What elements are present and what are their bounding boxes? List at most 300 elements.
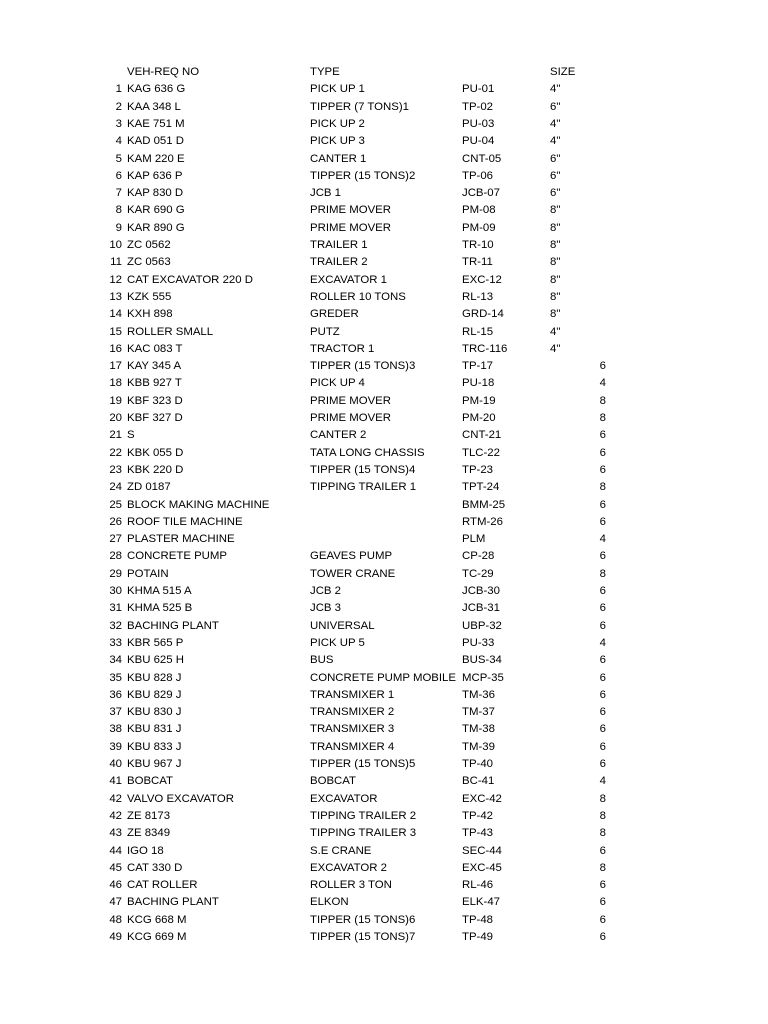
row-number: 4 (115, 135, 122, 148)
size-number: 6 (599, 585, 606, 597)
row-number: 23 (109, 463, 122, 476)
table-row (0, 375, 768, 392)
veh-req-no: KCG 668 M (127, 913, 187, 926)
table-row (0, 237, 768, 254)
size-value: 8" (550, 204, 561, 217)
table-row (0, 133, 768, 150)
vehicle-code: PU-18 (462, 377, 495, 390)
table-row (0, 185, 768, 202)
table-row (0, 497, 768, 514)
vehicle-type: PRIME MOVER (310, 412, 392, 424)
vehicle-code: PM-20 (462, 412, 496, 424)
row-number: 7 (115, 187, 122, 200)
vehicle-type: TOWER CRANE (310, 567, 396, 580)
vehicle-code: RL-13 (462, 290, 494, 303)
size-value: 6" (550, 100, 561, 113)
row-number: 5 (115, 152, 122, 165)
size-number: 8 (599, 827, 606, 840)
veh-req-no: KAP 830 D (127, 187, 184, 200)
veh-req-no: KBB 927 T (127, 377, 182, 390)
row-number: 11 (110, 256, 122, 269)
veh-req-no: IGO 18 (127, 844, 164, 857)
row-number: 41 (109, 775, 122, 788)
vehicle-type: BOBCAT (310, 775, 356, 788)
table-row (0, 306, 768, 323)
veh-req-no: KBU 831 J (127, 723, 182, 736)
table-row (0, 583, 768, 600)
table-row (0, 687, 768, 704)
vehicle-code: TP-49 (462, 931, 494, 943)
vehicle-type: PRIME MOVER (310, 394, 392, 407)
table-row (0, 514, 768, 531)
vehicle-type: TRANSMIXER 3 (310, 723, 395, 736)
veh-req-no: POTAIN (127, 567, 169, 580)
row-number: 12 (109, 273, 122, 286)
vehicle-code: JCB-30 (462, 585, 500, 597)
row-number: 16 (109, 342, 122, 355)
vehicle-code: UBP-32 (462, 619, 502, 632)
row-number: 19 (109, 394, 122, 407)
vehicle-code: PM-08 (462, 204, 496, 217)
row-number: 44 (109, 844, 122, 857)
vehicle-type: TRANSMIXER 4 (310, 740, 395, 753)
table-row (0, 445, 768, 462)
table-row (0, 151, 768, 168)
veh-req-no: KBK 055 D (127, 446, 184, 459)
vehicle-code: RL-15 (462, 325, 494, 338)
vehicle-type: EXCAVATOR 1 (310, 273, 388, 286)
row-number: 47 (109, 896, 122, 909)
veh-req-no: BACHING PLANT (127, 896, 219, 909)
vehicle-type: PRIME MOVER (310, 204, 392, 217)
row-number: 46 (109, 879, 122, 892)
vehicle-type: PICK UP 1 (310, 83, 365, 96)
vehicle-code: BMM-25 (462, 498, 506, 511)
table-row (0, 548, 768, 565)
size-number: 8 (599, 567, 606, 580)
vehicle-code: JCB-31 (462, 602, 500, 615)
veh-req-no: KBK 220 D (127, 463, 184, 476)
row-number: 45 (109, 861, 122, 874)
veh-req-no: BLOCK MAKING MACHINE (127, 498, 270, 511)
veh-req-no: KAY 345 A (127, 360, 182, 373)
size-number: 6 (599, 723, 606, 736)
size-number: 6 (599, 896, 606, 909)
table-row (0, 410, 768, 427)
veh-req-no: KAE 751 M (127, 117, 185, 130)
header-type: TYPE (310, 66, 340, 78)
vehicle-type: TIPPING TRAILER 1 (310, 481, 417, 494)
vehicle-type: JCB 1 (310, 187, 342, 200)
row-number: 34 (109, 654, 122, 667)
vehicle-code: BUS-34 (462, 654, 502, 667)
vehicle-type: TIPPING TRAILER 3 (310, 827, 417, 840)
vehicle-type: TRACTOR 1 (310, 342, 375, 355)
vehicle-type: PICK UP 3 (310, 135, 365, 148)
table-row (0, 618, 768, 635)
vehicle-type: ELKON (310, 896, 349, 909)
veh-req-no: VALVO EXCAVATOR (127, 792, 234, 805)
table-row (0, 894, 768, 911)
table-row (0, 220, 768, 237)
table-row (0, 704, 768, 721)
row-number: 24 (109, 481, 122, 494)
vehicle-type: TIPPER (15 TONS)5 (310, 758, 416, 770)
row-number: 9 (115, 221, 122, 234)
size-number: 6 (599, 550, 606, 563)
size-number: 8 (599, 792, 606, 805)
vehicle-code: PM-19 (462, 394, 496, 407)
table-row (0, 427, 768, 444)
size-value: 8" (550, 221, 561, 234)
size-value: 6" (550, 169, 561, 182)
table-row (0, 825, 768, 842)
row-number: 43 (109, 827, 122, 840)
vehicle-code: PU-33 (462, 636, 495, 649)
table-row (0, 860, 768, 877)
size-number: 6 (599, 654, 606, 667)
size-number: 6 (599, 360, 606, 373)
row-number: 8 (115, 204, 122, 217)
veh-req-no: KAC 083 T (127, 342, 183, 355)
vehicle-type: EXCAVATOR (310, 792, 378, 805)
veh-req-no: KAG 636 G (127, 83, 186, 96)
vehicle-code: BC-41 (462, 775, 495, 788)
vehicle-type: JCB 3 (310, 602, 342, 615)
table-row (0, 99, 768, 116)
vehicle-code: PU-01 (462, 83, 495, 96)
size-number: 8 (599, 481, 606, 494)
row-number: 2 (115, 100, 122, 113)
header-row (0, 64, 768, 81)
size-number: 4 (599, 775, 606, 788)
vehicle-code: TM-36 (462, 688, 495, 701)
veh-req-no: KXH 898 (127, 308, 173, 321)
veh-req-no: KAM 220 E (127, 152, 185, 165)
row-number: 48 (109, 913, 122, 926)
size-number: 6 (599, 706, 606, 719)
table-row (0, 324, 768, 341)
veh-req-no: KBF 327 D (127, 412, 183, 424)
size-number: 6 (599, 463, 606, 476)
veh-req-no: CAT EXCAVATOR 220 D (127, 273, 253, 286)
table-row (0, 254, 768, 271)
size-number: 8 (599, 809, 606, 822)
row-number: 21 (109, 429, 122, 442)
veh-req-no: KBF 323 D (127, 394, 183, 407)
veh-req-no: KBU 830 J (127, 706, 182, 719)
size-number: 6 (599, 671, 606, 684)
vehicle-type: PICK UP 5 (310, 636, 365, 649)
veh-req-no: KBU 829 J (127, 688, 182, 701)
vehicle-code: GRD-14 (462, 308, 504, 321)
size-number: 6 (599, 758, 606, 770)
vehicle-code: CP-28 (462, 550, 495, 563)
table-row (0, 929, 768, 946)
table-row (0, 652, 768, 669)
vehicle-type: CANTER 2 (310, 429, 367, 442)
vehicle-type: PUTZ (310, 325, 340, 338)
row-number: 39 (109, 740, 122, 753)
size-number: 6 (599, 446, 606, 459)
row-number: 15 (109, 325, 122, 338)
table-row (0, 877, 768, 894)
size-number: 8 (599, 394, 606, 407)
veh-req-no: KZK 555 (127, 290, 172, 303)
vehicle-type: TIPPER (15 TONS)6 (310, 913, 416, 926)
row-number: 30 (109, 585, 122, 597)
row-number: 42 (109, 809, 122, 822)
veh-req-no: KHMA 515 A (127, 585, 192, 597)
vehicle-type: TIPPER (15 TONS)4 (310, 463, 416, 476)
vehicle-code: TM-37 (462, 706, 495, 719)
table-row (0, 272, 768, 289)
table-row (0, 791, 768, 808)
row-number: 29 (109, 567, 122, 580)
vehicle-type: TIPPER (15 TONS)2 (310, 169, 416, 182)
table-row (0, 721, 768, 738)
row-number: 32 (109, 619, 122, 632)
vehicle-type: CONCRETE PUMP MOBILE (310, 671, 456, 684)
size-number: 8 (599, 861, 606, 874)
veh-req-no: CAT ROLLER (127, 879, 198, 892)
vehicle-type: ROLLER 10 TONS (310, 290, 406, 303)
size-number: 4 (599, 636, 606, 649)
row-number: 3 (115, 117, 122, 130)
size-value: 4" (550, 342, 561, 355)
table-row (0, 168, 768, 185)
size-number: 6 (599, 913, 606, 926)
size-number: 6 (599, 515, 606, 528)
table-row (0, 635, 768, 652)
row-number: 27 (109, 533, 122, 546)
row-number: 49 (109, 931, 122, 943)
veh-req-no: KAR 690 G (127, 204, 185, 217)
size-value: 4" (550, 325, 561, 338)
size-number: 6 (599, 498, 606, 511)
table-row (0, 756, 768, 773)
row-number: 10 (109, 239, 122, 251)
vehicle-type: S.E CRANE (310, 844, 372, 857)
veh-req-no: KBU 828 J (127, 671, 182, 684)
row-number: 33 (109, 636, 122, 649)
size-value: 4" (550, 83, 561, 96)
row-number: 17 (109, 360, 122, 373)
veh-req-no: ZE 8173 (127, 809, 171, 822)
veh-req-no: KBR 565 P (127, 636, 184, 649)
header-veh-req-no: VEH-REQ NO (127, 66, 200, 78)
vehicle-type: UNIVERSAL (310, 619, 375, 632)
size-number: 6 (599, 619, 606, 632)
size-number: 6 (599, 429, 606, 442)
size-value: 4" (550, 135, 561, 148)
vehicle-code: TP-02 (462, 100, 494, 113)
vehicle-code: TP-43 (462, 827, 494, 840)
size-value: 6" (550, 152, 561, 165)
vehicle-code: PU-03 (462, 117, 495, 130)
size-value: 8" (550, 239, 561, 251)
row-number: 40 (109, 758, 122, 770)
vehicle-type: PICK UP 2 (310, 117, 365, 130)
veh-req-no: KBU 625 H (127, 654, 184, 667)
vehicle-code: TM-39 (462, 740, 495, 753)
table-row (0, 600, 768, 617)
vehicle-type: JCB 2 (310, 585, 342, 597)
row-number: 13 (109, 290, 122, 303)
table-row (0, 393, 768, 410)
vehicle-code: RTM-26 (462, 515, 503, 528)
veh-req-no: BACHING PLANT (127, 619, 219, 632)
vehicle-type: ROLLER 3 TON (310, 879, 392, 892)
row-number: 14 (109, 308, 122, 321)
vehicle-code: TR-10 (462, 239, 494, 251)
size-value: 4" (550, 117, 561, 130)
veh-req-no: CONCRETE PUMP (127, 550, 227, 563)
table-row (0, 739, 768, 756)
vehicle-type: BUS (310, 654, 334, 667)
row-number: 22 (109, 446, 122, 459)
vehicle-code: MCP-35 (462, 671, 504, 684)
vehicle-code: EXC-42 (462, 792, 502, 805)
vehicle-code: EXC-12 (462, 273, 502, 286)
size-value: 8" (550, 273, 561, 286)
veh-req-no: KCG 669 M (127, 931, 187, 943)
vehicle-type: TIPPER (15 TONS)3 (310, 360, 416, 373)
table-row (0, 808, 768, 825)
row-number: 35 (109, 671, 122, 684)
row-number: 20 (109, 412, 122, 424)
vehicle-code: TM-38 (462, 723, 495, 736)
row-number: 38 (109, 723, 122, 736)
vehicle-type: PRIME MOVER (310, 221, 392, 234)
vehicle-code: TC-29 (462, 567, 494, 580)
vehicle-code: TPT-24 (462, 481, 500, 494)
table-row (0, 912, 768, 929)
veh-req-no: KAP 636 P (127, 169, 183, 182)
veh-req-no: KBU 967 J (127, 758, 182, 770)
size-value: 8" (550, 256, 561, 269)
veh-req-no: ROLLER SMALL (127, 325, 214, 338)
vehicle-code: TRC-116 (462, 342, 508, 355)
vehicle-code: TP-40 (462, 758, 494, 770)
size-number: 6 (599, 879, 606, 892)
table-row (0, 358, 768, 375)
row-number: 26 (109, 515, 122, 528)
row-number: 31 (109, 602, 122, 615)
vehicle-type: EXCAVATOR 2 (310, 861, 388, 874)
size-number: 8 (599, 412, 606, 424)
vehicle-code: EXC-45 (462, 861, 502, 874)
row-number: 36 (109, 688, 122, 701)
size-number: 4 (599, 533, 606, 546)
veh-req-no: KAR 890 G (127, 221, 185, 234)
veh-req-no: KAA 348 L (127, 100, 181, 113)
row-number: 37 (109, 706, 122, 719)
table-row (0, 202, 768, 219)
veh-req-no: BOBCAT (127, 775, 173, 788)
table-row (0, 341, 768, 358)
size-number: 6 (599, 602, 606, 615)
vehicle-code: PLM (462, 533, 486, 546)
vehicle-type: GEAVES PUMP (310, 550, 393, 563)
table-row (0, 479, 768, 496)
row-number: 1 (115, 83, 122, 96)
vehicle-type: TATA LONG CHASSIS (310, 446, 425, 459)
size-value: 6" (550, 187, 561, 200)
table-row (0, 116, 768, 133)
vehicle-type: TRAILER 1 (310, 239, 368, 251)
vehicle-code: PU-04 (462, 135, 495, 148)
veh-req-no: ZE 8349 (127, 827, 171, 840)
table-row (0, 566, 768, 583)
vehicle-type: GREDER (310, 308, 359, 321)
veh-req-no: ZD 0187 (127, 481, 171, 494)
table-row (0, 843, 768, 860)
veh-req-no: KBU 833 J (127, 740, 182, 753)
vehicle-type: TRANSMIXER 1 (310, 688, 395, 701)
veh-req-no: ROOF TILE MACHINE (127, 515, 243, 528)
vehicle-type: PICK UP 4 (310, 377, 365, 390)
veh-req-no: S (127, 429, 135, 442)
row-number: 18 (109, 377, 122, 390)
vehicle-type: TRAILER 2 (310, 256, 368, 269)
veh-req-no: CAT 330 D (127, 861, 183, 874)
vehicle-code: TP-17 (462, 360, 494, 373)
table-row (0, 462, 768, 479)
size-number: 6 (599, 844, 606, 857)
vehicle-code: TP-06 (462, 169, 494, 182)
vehicle-type: TIPPER (7 TONS)1 (310, 100, 409, 113)
header-size: SIZE (550, 66, 576, 78)
table-row (0, 81, 768, 98)
size-value: 8" (550, 290, 561, 303)
size-number: 6 (599, 688, 606, 701)
veh-req-no: KHMA 525 B (127, 602, 193, 615)
veh-req-no: ZC 0563 (127, 256, 171, 269)
vehicle-code: RL-46 (462, 879, 494, 892)
vehicle-type: TIPPER (15 TONS)7 (310, 931, 416, 943)
veh-req-no: KAD 051 D (127, 135, 184, 148)
row-number: 42 (109, 792, 122, 805)
vehicle-code: ELK-47 (462, 896, 500, 909)
vehicle-code: CNT-05 (462, 152, 502, 165)
vehicle-code: CNT-21 (462, 429, 502, 442)
row-number: 6 (115, 169, 122, 182)
vehicle-code: TP-23 (462, 463, 494, 476)
table-row (0, 289, 768, 306)
vehicle-code: TP-42 (462, 809, 494, 822)
vehicle-code: TLC-22 (462, 446, 500, 459)
table-row (0, 670, 768, 687)
size-number: 6 (599, 740, 606, 753)
row-number: 25 (109, 498, 122, 511)
vehicle-code: SEC-44 (462, 844, 502, 857)
vehicle-type: TRANSMIXER 2 (310, 706, 395, 719)
table-row (0, 773, 768, 790)
size-number: 4 (599, 377, 606, 390)
row-number: 28 (109, 550, 122, 563)
vehicle-code: JCB-07 (462, 187, 500, 200)
size-value: 8" (550, 308, 561, 321)
vehicle-type: CANTER 1 (310, 152, 367, 165)
vehicle-code: PM-09 (462, 221, 496, 234)
veh-req-no: PLASTER MACHINE (127, 533, 235, 546)
veh-req-no: ZC 0562 (127, 239, 171, 251)
size-number: 6 (599, 931, 606, 943)
vehicle-code: TR-11 (462, 256, 493, 269)
vehicle-type: TIPPING TRAILER 2 (310, 809, 417, 822)
vehicle-code: TP-48 (462, 913, 494, 926)
